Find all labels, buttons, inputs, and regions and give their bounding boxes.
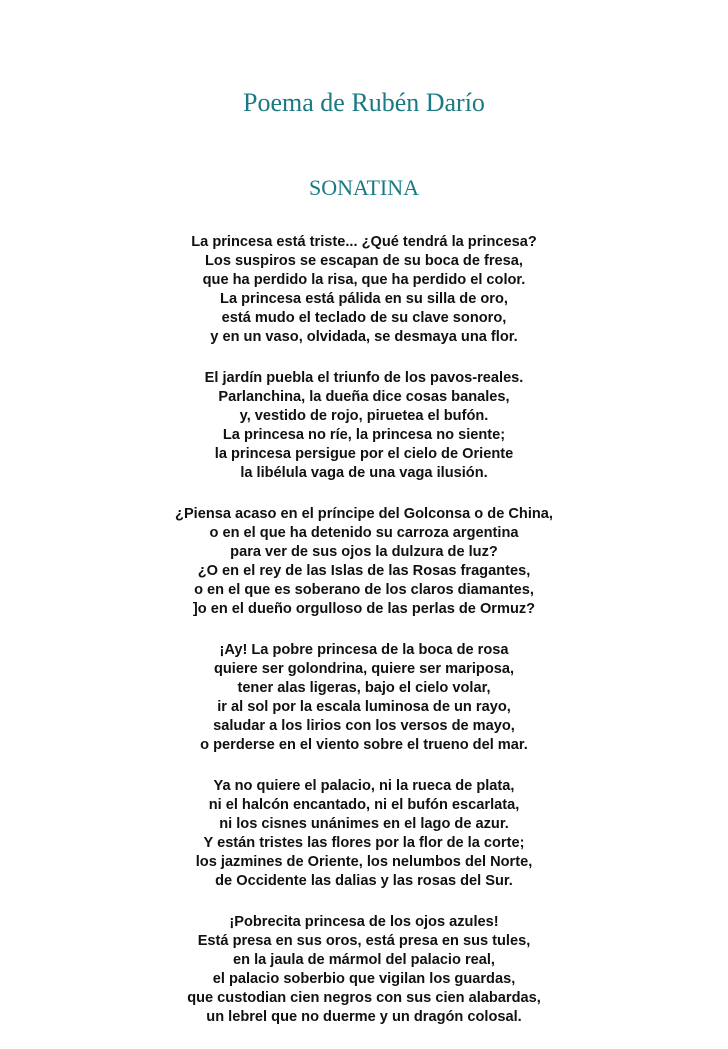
poem-line: o perderse en el viento sobre el trueno del mar. xyxy=(200,737,528,753)
poem-line: y en un vaso, olvidada, se desmaya una flor. xyxy=(210,329,518,345)
poem-line: la princesa persigue por el cielo de Oriente xyxy=(214,446,514,462)
poem-line: o en el que ha detenido su carroza argentina xyxy=(209,525,519,541)
poem-line: que custodian cien negros con sus cien alabardas, xyxy=(187,990,541,1006)
poem-line: ]o en el dueño orgulloso de las perlas de Ormuz? xyxy=(192,601,536,617)
poem-line: un lebrel que no duerme y un dragón colosal. xyxy=(206,1009,522,1025)
poem-line: saludar a los lirios con los versos de mayo, xyxy=(213,718,515,734)
document-title: Poema de Rubén Darío xyxy=(243,88,485,117)
poem-line: La princesa está pálida en su silla de oro, xyxy=(220,291,508,307)
poem-line: tener alas ligeras, bajo el cielo volar, xyxy=(237,680,491,696)
stanza-2 xyxy=(0,369,728,483)
poem-line: ni el halcón encantado, ni el bufón escarlata, xyxy=(208,797,520,813)
poem-line: la libélula vaga de una vaga ilusión. xyxy=(240,465,488,481)
poem-line: Y están tristes las flores por la flor de la corte; xyxy=(203,835,525,851)
poem-line: ¡Pobrecita princesa de los ojos azules! xyxy=(229,914,499,930)
stanza-1 xyxy=(0,233,728,347)
poem-line: ¿O en el rey de las Islas de las Rosas fragantes, xyxy=(197,563,531,579)
stanza-6 xyxy=(0,913,728,1027)
poem-line: Parlanchina, la dueña dice cosas banales, xyxy=(218,389,510,405)
poem-line: y, vestido de rojo, piruetea el bufón. xyxy=(239,408,489,424)
poem-line: La princesa está triste... ¿Qué tendrá la princesa? xyxy=(191,234,537,250)
poem-line: Está presa en sus oros, está presa en sus tules, xyxy=(197,933,531,949)
poem-line: los jazmines de Oriente, los nelumbos del Norte, xyxy=(195,854,533,870)
poem-line: Ya no quiere el palacio, ni la rueca de plata, xyxy=(213,778,515,794)
poem-line: de Occidente las dalias y las rosas del Sur. xyxy=(215,873,513,889)
poem-line: ¿Piensa acaso en el príncipe del Golconsa o de China, xyxy=(175,506,553,522)
poem-line: Los suspiros se escapan de su boca de fresa, xyxy=(205,253,523,269)
poem-line: que ha perdido la risa, que ha perdido el color. xyxy=(202,272,526,288)
poem-title: SONATINA xyxy=(309,175,419,200)
poem-line: ni los cisnes unánimes en el lago de azur. xyxy=(219,816,509,832)
poem-line: para ver de sus ojos la dulzura de luz? xyxy=(230,544,498,560)
poem-body xyxy=(0,233,728,1049)
poem-line: El jardín puebla el triunfo de los pavos-reales. xyxy=(204,370,524,386)
poem-line: ir al sol por la escala luminosa de un rayo, xyxy=(217,699,511,715)
poem-line: está mudo el teclado de su clave sonoro, xyxy=(221,310,507,326)
poem-line: quiere ser golondrina, quiere ser mariposa, xyxy=(213,661,515,677)
poem-line: en la jaula de mármol del palacio real, xyxy=(233,952,495,968)
poem-line: La princesa no ríe, la princesa no siente; xyxy=(222,427,506,443)
stanza-3 xyxy=(0,505,728,619)
poem-line: el palacio soberbio que vigilan los guardas, xyxy=(212,971,516,987)
poem-line: o en el que es soberano de los claros diamantes, xyxy=(194,582,534,598)
stanza-4 xyxy=(0,641,728,755)
poem-line: ¡Ay! La pobre princesa de la boca de rosa xyxy=(219,642,509,658)
stanza-5 xyxy=(0,777,728,891)
